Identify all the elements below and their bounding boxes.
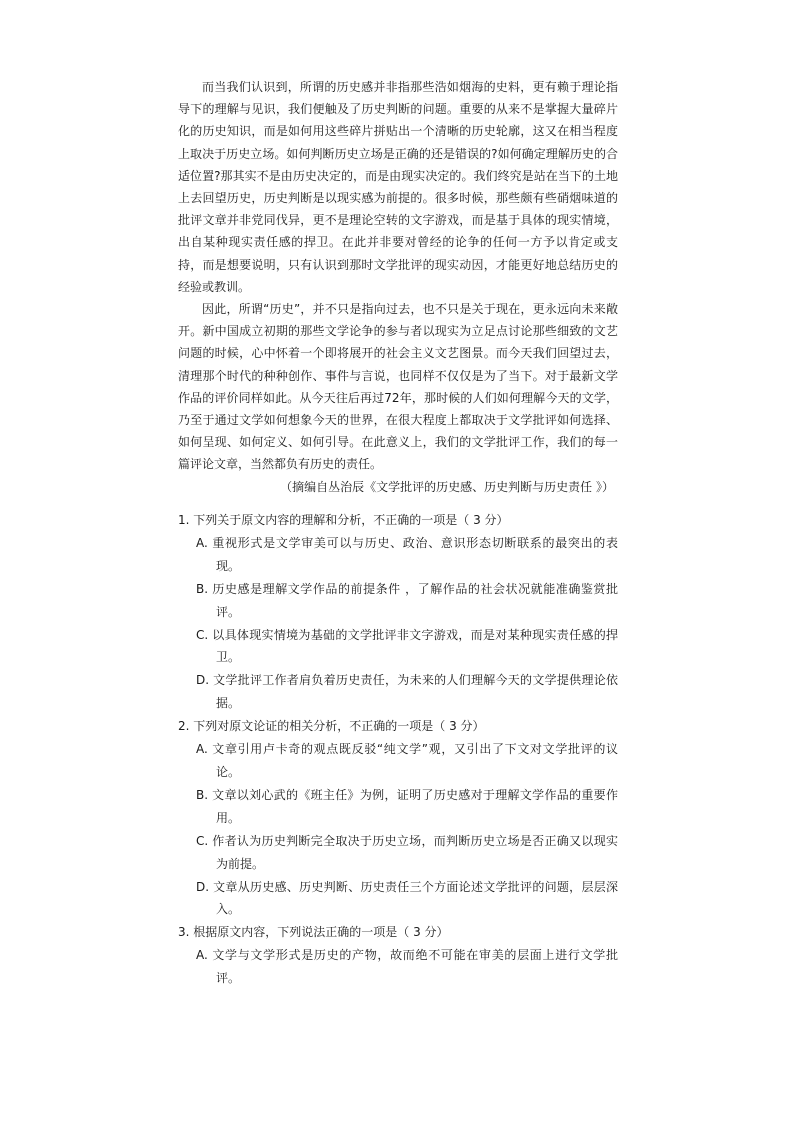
option-text: A. 文学与文学形式是历史的产物，故而绝不可能在审美的层面上进行文学批评。 [196, 948, 618, 986]
question-3 [178, 921, 618, 990]
option-text: D. 文章从历史感、历史判断、历史责任三个方面论述文学批评的问题，层层深入。 [196, 879, 618, 917]
question-1 [178, 509, 618, 715]
option-c [178, 830, 618, 876]
question-stem: 1. 下列关于原文内容的理解和分析，不正确的一项是（ 3 分） [178, 513, 509, 527]
option-text: D. 文学批评工作者肩负着历史责任，为未来的人们理解今天的文学提供理论依据。 [196, 673, 618, 711]
option-a [178, 738, 618, 784]
option-text: A. 重视形式是文学审美可以与历史、政治、意识形态切断联系的最突出的表现。 [196, 535, 618, 573]
article-paragraph: 因此，所谓“历史”，并不只是指向过去，也不只是关于现在，更永远向未来敞开。新中国成立初期的那些文学论争的参与者以现实为立足点讨论那些细致的文艺问题的时候，心中怀着一个即将展开的社会主义文艺图景。而今天我们回望过去，清理那个时代的种种创作、事件与言说，也同样不仅仅是为了当下。对于最新文学作品的评价同样如此。从今天往后再过72年，那时候的人们如何理解今天的文学，乃至于通过文学如何想象今天的世界，在很大程度上都取决于文学批评如何选择、如何呈现、如何定义、如何引导。在此意义上，我们的文学批评工作，我们的每一篇评论文章，当然都负有历史的责任。 [178, 302, 618, 472]
option-a [178, 532, 618, 578]
article-body [178, 76, 618, 498]
article-source: （摘编自丛治辰《文学批评的历史感、历史判断与历史责任 》） [280, 479, 614, 494]
option-text: A. 文章引用卢卡奇的观点既反驳“纯文学”观，又引出了下文对文学批评的议论。 [196, 742, 618, 779]
question-stem: 3. 根据原文内容，下列说法正确的一项是（ 3 分） [178, 925, 449, 940]
option-text: C. 以具体现实情境为基础的文学批评非文字游戏，而是对某种现实责任感的捍卫。 [196, 627, 618, 665]
option-b [178, 578, 618, 624]
option-b [178, 784, 618, 830]
question-2 [178, 715, 618, 921]
option-c [178, 624, 618, 670]
question-list [178, 509, 618, 990]
article-paragraph: 而当我们认识到，所谓的历史感并非指那些浩如烟海的史料，更有赖于理论指导下的理解与见识，我们便触及了历史判断的问题。重要的从来不是掌握大量碎片化的历史知识，而是如何用这些碎片拼贴出一个清晰的历史轮廓，这又在相当程度上取决于历史立场。如何判断历史立场是正确的还是错误的?如何确定理解历史的合适位置?那其实不是由历史决定的，而是由现实决定的。我们终究是站在当下的土地上去回望历史，历史判断是以现实感为前提的。很多时候，那些颇有些硝烟味道的批评文章并非党同伐异，更不是理论空转的文字游戏，而是基于具体的现实情境，出自某种现实责任感的捍卫。在此并非要对曾经的论争的任何一方予以肯定或支持，而是想要说明，只有认识到那时文学批评的现实动因，才能更好地总结历史的经验或教训。 [178, 80, 618, 294]
option-d [178, 876, 618, 922]
option-text: C. 作者认为历史判断完全取决于历史立场，而判断历史立场是否正确又以现实为前提。 [196, 833, 618, 871]
option-text: B. 文章以刘心武的《班主任》为例，证明了历史感对于理解文学作品的重要作用。 [196, 787, 618, 825]
option-d [178, 669, 618, 715]
option-a [178, 944, 618, 990]
option-text: B. 历史感是理解文学作品的前提条件 ，了解作品的社会状况就能准确鉴赏批评。 [196, 581, 618, 619]
question-stem: 2. 下列对原文论证的相关分析，不正确的一项是（ 3 分） [178, 719, 485, 734]
